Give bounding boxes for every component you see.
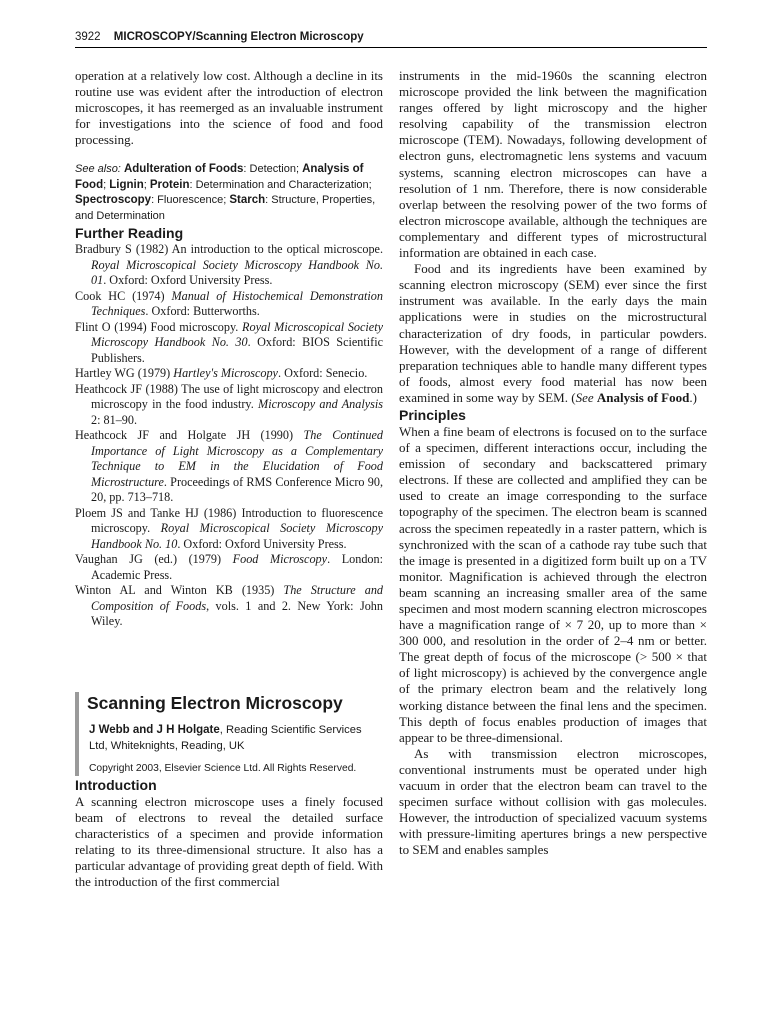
header-rule bbox=[75, 47, 707, 48]
page-number: 3922 bbox=[75, 31, 101, 43]
principles-heading: Principles bbox=[399, 406, 466, 423]
reference-item: Flint O (1994) Food microscopy. Royal Microscopical Society Microscopy Handbook No. 30. Oxford: BIOS Scientific Publishers. bbox=[75, 319, 384, 365]
article-title: Scanning Electron Microscopy bbox=[87, 692, 343, 713]
cross-reference-link[interactable]: Analysis of Food bbox=[596, 389, 690, 405]
reference-item: Cook HC (1974) Manual of Histochemical Demonstration Techniques. Oxford: Butterworths. bbox=[75, 288, 383, 319]
reference-item: Vaughan JG (ed.) (1979) Food Microscopy. London: Academic Press. bbox=[75, 552, 383, 582]
running-title: MICROSCOPY/Scanning Electron Microscopy bbox=[113, 31, 364, 43]
further-reading-heading: Further Reading bbox=[75, 225, 184, 242]
paragraph: When a fine beam of electrons is focused on to the surface of a specimen, different interactions occur, including the emission of secondary and backscattered primary electrons. If these are collected and amplified they can be used to create an image corresponding to the surface topography of the specimen. The electron beam is scanned across the specimen repeatedly in a raster pattern, which is synchronized with the scan of a cathode ray tube such that the image is presented in a digitized form built up on a TV monitor. Magnification is achieved through the electron beam scanning an increasing smaller area of the same specimen and most modern scanning electron microscopes have a magnification range of × 7 20, up to more than × 300 000, and resolution in the order of 2–4 nm or better. The great depth of focus of the microscope (> 500 × that of light microscopy) is achieved by the convergence angle of the primary electron beam and the relatively long working distance between the final lens and the specimen. This depth of focus enables production of images that appear to be three-dimensional. bbox=[399, 423, 707, 745]
introduction-heading: Introduction bbox=[75, 776, 157, 793]
see-also-link[interactable]: Adulteration of Foods bbox=[123, 163, 244, 176]
reference-item: Winton AL and Winton KB (1935) The Structure and Composition of Foods, vols. 1 and 2. New York: John Wiley. bbox=[75, 583, 384, 629]
see-also-link[interactable]: Starch bbox=[229, 194, 266, 207]
see-also-link[interactable]: Lignin bbox=[109, 178, 144, 191]
reference-item: Bradbury S (1982) An introduction to the optical microscope. Royal Microscopical Society Microscopy Handbook No. 01. Oxford: Oxford University Press. bbox=[75, 242, 383, 288]
right-column bbox=[399, 68, 707, 859]
see-also-link[interactable]: Protein bbox=[149, 178, 190, 191]
author-affiliation: , Reading Scientific Services Ltd, Whiteknights, Reading, UK bbox=[89, 723, 362, 752]
author-names: J Webb and J H Holgate bbox=[89, 723, 220, 736]
paragraph: Food and its ingredients have been examined by scanning electron microscopy (SEM) ever since the first instrument was available. In the early days the main applications were in studies on the microstructural characterization of dry foods, in particular powders. However, with the development of a range of different preparation techniques able to handle many different types of foods, almost every food material has now been examined in some way by SEM. (See Analysis of Food.) bbox=[399, 261, 707, 405]
see-also-link[interactable]: Spectroscopy bbox=[75, 194, 152, 207]
article-header-box bbox=[75, 692, 383, 776]
see-also: See also: Adulteration of Foods: Detection; Analysis of Food; Lignin; Protein: Determination and Characterization; Spectroscopy: Fluorescence; Starch: Structure, Properties, and Determination bbox=[75, 163, 376, 222]
reference-item: Heathcock JF (1988) The use of light microscopy and electron microscopy in the food industry. Microscopy and Analysis 2: 81–90. bbox=[75, 381, 383, 427]
paragraph: As with transmission electron microscopes, conventional instruments must be operated under high vacuum in order that the electron beam can travel to the specimen surface without collision with gas molecules. However, the introduction of specialized vacuum systems with pressure-limiting apertures brings a new perspective to SEM and enables samples bbox=[399, 745, 707, 858]
reference-list bbox=[75, 242, 383, 630]
reference-item: Hartley WG (1979) Hartley's Microscopy. Oxford: Senecio. bbox=[75, 366, 368, 381]
left-column bbox=[75, 68, 383, 891]
reference-item: Heathcock JF and Holgate JH (1990) The Continued Importance of Light Microscopy as a Complementary Technique to EM in the Elucidation of Food Microstructure. Proceedings of RMS Conference Micro 90, 20, pp. 713–718. bbox=[75, 428, 384, 505]
paragraph: instruments in the mid-1960s the scanning electron microscope provided the link between the magnification ranges offered by light microscopy and the higher resolving capability of the transmission electron microscope (TEM). Nowadays, following development of electron guns, electromagnetic lens systems and vacuum systems, scanning electron microscopes can have a resolution of 1 nm. Therefore, there is now considerable overlap between the resolving power of the two forms of electron microscope available, although the techniques are complementary and different types of microstructural information are obtained in each case. bbox=[399, 68, 707, 261]
continued-paragraph: operation at a relatively low cost. Although a decline in its routine use was evident after the introduction of electron microscopes, it has reemerged as an invaluable instrument for investigations into the science of food and food processing. bbox=[75, 68, 383, 148]
see-also-link[interactable]: Analysis of Food bbox=[75, 163, 364, 191]
introduction-paragraph: A scanning electron microscope uses a finely focused beam of electrons to reveal the detailed surface characteristics of a specimen and provide information relating to its three-dimensional structure. It also has a particular advantage of providing great depth of field. With the introduction of the first commercial bbox=[75, 793, 383, 890]
copyright: Copyright 2003, Elsevier Science Ltd. All Rights Reserved. bbox=[89, 762, 357, 774]
see-also-label: See also: bbox=[75, 163, 121, 176]
authors bbox=[89, 722, 383, 754]
reference-item: Ploem JS and Tanke HJ (1986) Introduction to fluorescence microscopy. Royal Microscopical Society Microscopy Handbook No. 10. Oxford: Oxford University Press. bbox=[75, 505, 383, 551]
